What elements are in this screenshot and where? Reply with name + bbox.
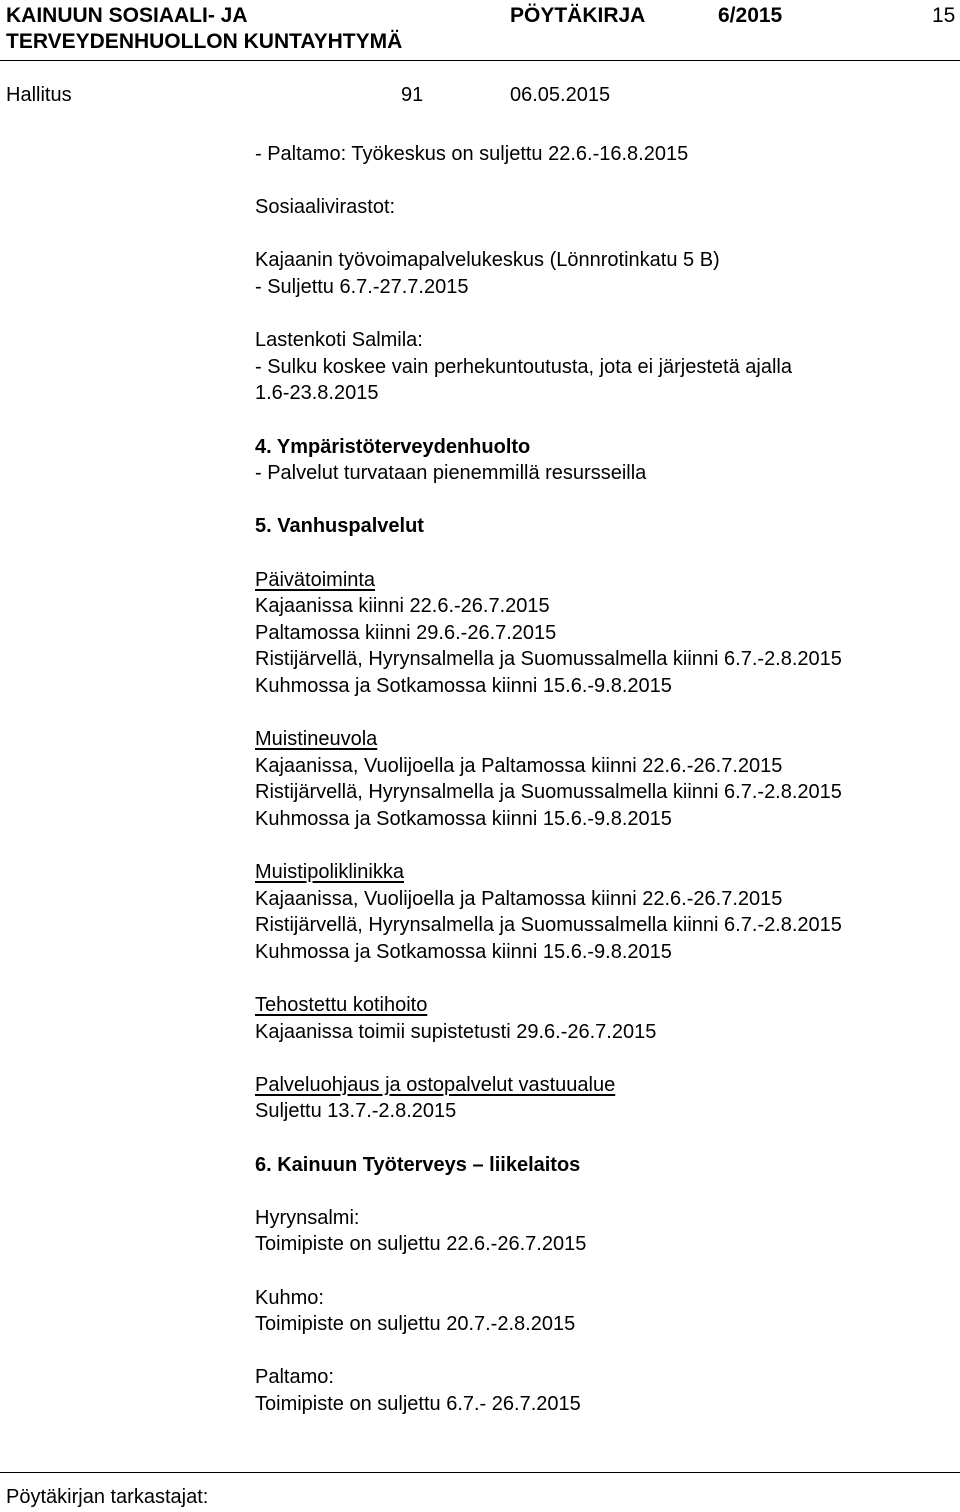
text-line: 1.6-23.8.2015 xyxy=(255,382,379,405)
subheading-palveluohjaus: Palveluohjaus ja ostopalvelut vastuualue xyxy=(255,1073,616,1096)
text-line: Kajaanin työvoimapalvelukeskus (Lönnrotinkatu 5 B) xyxy=(255,249,720,272)
text-line: Kuhmossa ja Sotkamossa kiinni 15.6.-9.8.2015 xyxy=(255,940,672,963)
meeting-date: 06.05.2015 xyxy=(510,84,611,106)
organization-name-line2: TERVEYDENHUOLLON KUNTAYHTYMÄ xyxy=(6,30,403,53)
organization-name-line1: KAINUUN SOSIAALI- JA xyxy=(6,4,248,27)
section-label-lastenkoti: Lastenkoti Salmila: xyxy=(255,329,423,352)
text-line: - Paltamo: Työkeskus on suljettu 22.6.-16.8.2015 xyxy=(255,143,689,165)
meeting-body: Hallitus xyxy=(6,84,72,106)
text-line: - Palvelut turvataan pienemmillä resursseilla xyxy=(255,462,647,485)
location-label-hyrynsalmi: Hyrynsalmi: xyxy=(255,1206,360,1229)
subheading-tehostettu-kotihoito: Tehostettu kotihoito xyxy=(255,994,428,1016)
heading-ymparistoterveydenhuolto: 4. Ympäristöterveydenhuolto xyxy=(255,435,531,458)
heading-kainuun-tyoterveys: 6. Kainuun Työterveys – liikelaitos xyxy=(255,1153,581,1176)
page-number: 15 xyxy=(932,4,956,27)
text-line: Ristijärvellä, Hyrynsalmella ja Suomussalmella kiinni 6.7.-2.8.2015 xyxy=(255,914,842,937)
footer-divider xyxy=(0,1472,960,1473)
section-number: 91 xyxy=(401,84,424,106)
subheading-muistineuvola: Muistineuvola xyxy=(255,728,378,751)
text-line: - Suljettu 6.7.-27.7.2015 xyxy=(255,275,469,298)
text-line: Kuhmossa ja Sotkamossa kiinni 15.6.-9.8.2015 xyxy=(255,807,672,830)
text-line: Ristijärvellä, Hyrynsalmella ja Suomussalmella kiinni 6.7.-2.8.2015 xyxy=(255,648,842,671)
section-label-sosiaalivirastot: Sosiaalivirastot: xyxy=(255,196,396,219)
location-label-kuhmo: Kuhmo: xyxy=(255,1286,324,1309)
text-line: - Sulku koskee vain perhekuntoutusta, jota ei järjestetä ajalla xyxy=(255,355,792,378)
text-line: Toimipiste on suljettu 6.7.- 26.7.2015 xyxy=(255,1392,581,1415)
text-line: Ristijärvellä, Hyrynsalmella ja Suomussalmella kiinni 6.7.-2.8.2015 xyxy=(255,781,842,804)
text-line: Kajaanissa kiinni 22.6.-26.7.2015 xyxy=(255,595,550,618)
document-type: PÖYTÄKIRJA xyxy=(510,4,646,27)
text-line: Toimipiste on suljettu 20.7.-2.8.2015 xyxy=(255,1313,576,1336)
text-line: Toimipiste on suljettu 22.6.-26.7.2015 xyxy=(255,1233,587,1256)
text-line: Kajaanissa, Vuolijoella ja Paltamossa kiinni 22.6.-26.7.2015 xyxy=(255,754,783,777)
footer-reviewers-label: Pöytäkirjan tarkastajat: xyxy=(6,1486,209,1508)
subheading-paivatoiminta: Päivätoiminta xyxy=(255,568,376,591)
text-line: Kajaanissa toimii supistetusti 29.6.-26.7.2015 xyxy=(255,1020,657,1043)
text-line: Kuhmossa ja Sotkamossa kiinni 15.6.-9.8.2015 xyxy=(255,674,672,697)
heading-vanhuspalvelut: 5. Vanhuspalvelut xyxy=(255,515,424,538)
location-label-paltamo: Paltamo: xyxy=(255,1366,334,1389)
document-body xyxy=(255,141,955,1418)
subheading-muistipoliklinikka: Muistipoliklinikka xyxy=(255,861,404,884)
document-number: 6/2015 xyxy=(718,4,783,27)
text-line: Paltamossa kiinni 29.6.-26.7.2015 xyxy=(255,621,557,644)
header-divider xyxy=(0,60,960,61)
text-line: Suljettu 13.7.-2.8.2015 xyxy=(255,1100,457,1123)
text-line: Kajaanissa, Vuolijoella ja Paltamossa kiinni 22.6.-26.7.2015 xyxy=(255,887,783,910)
